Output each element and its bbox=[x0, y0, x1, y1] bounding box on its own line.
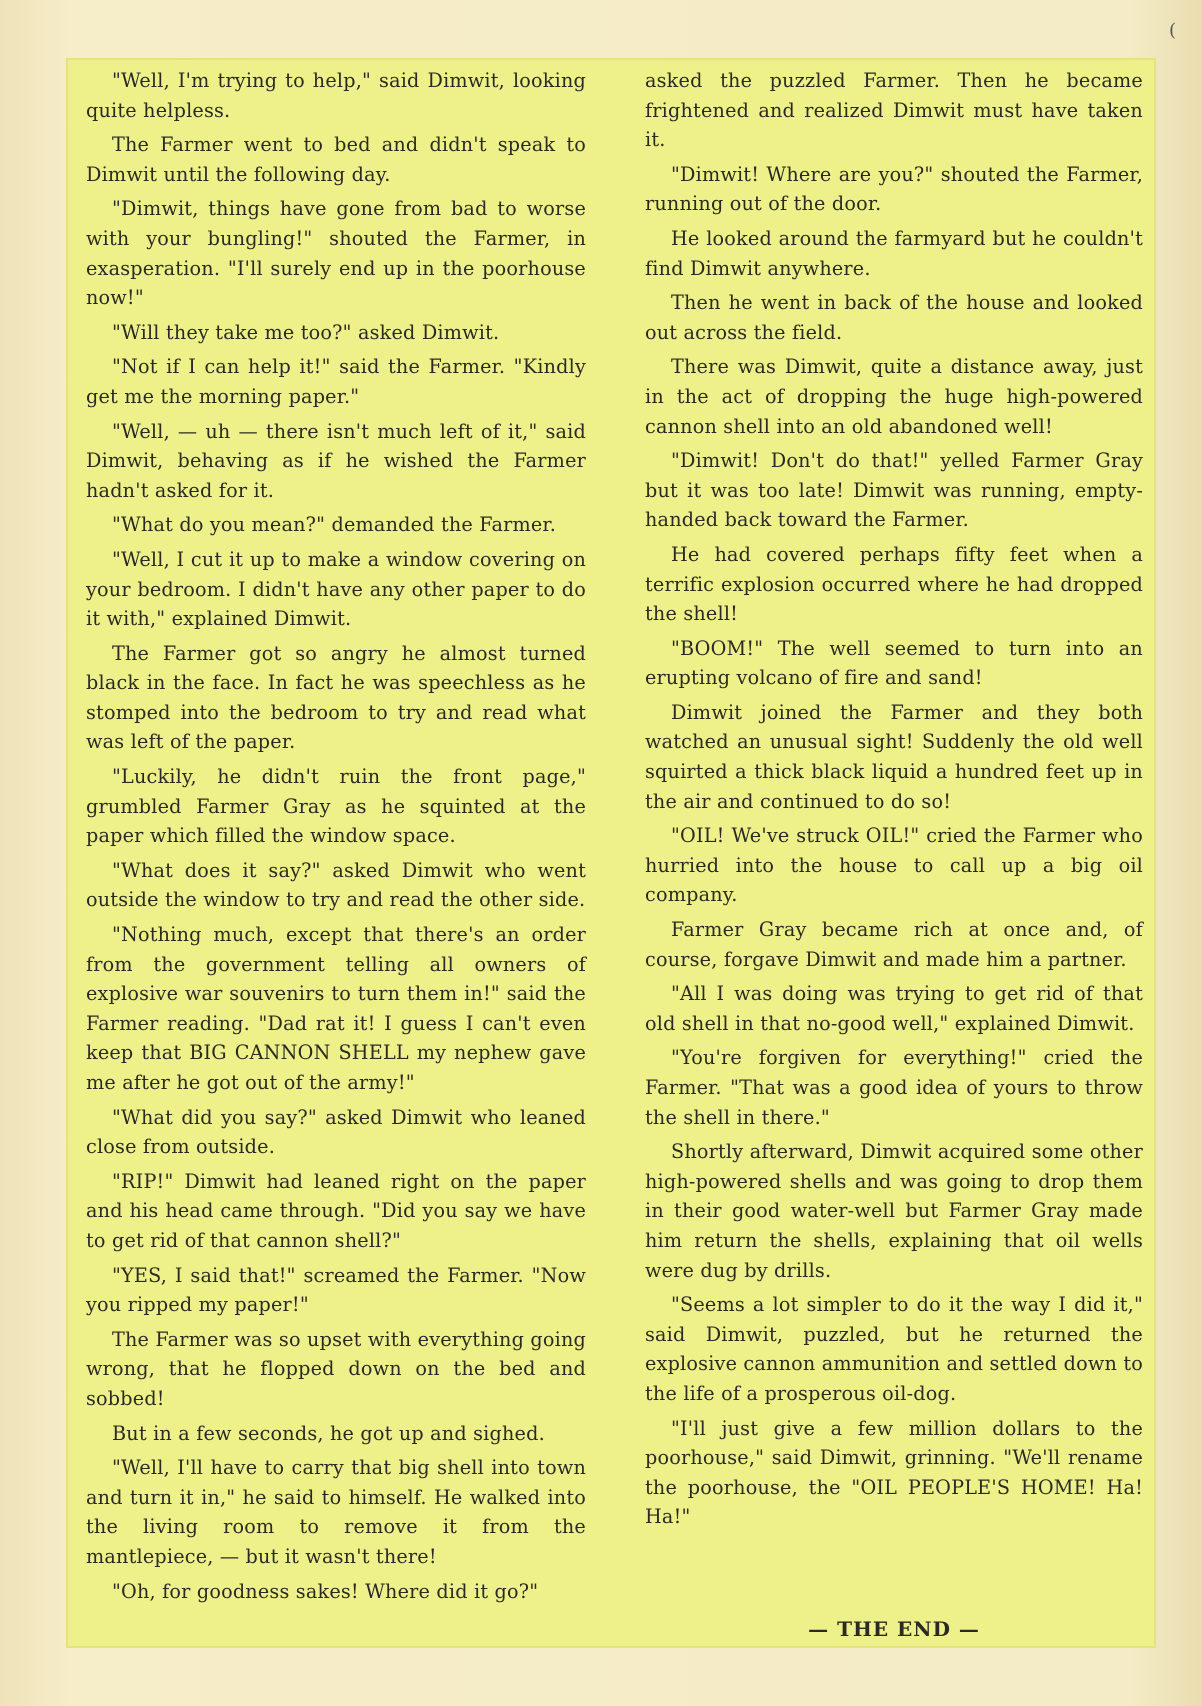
paragraph: "What did you say?" asked Dimwit who leaned close from outside. bbox=[86, 1105, 586, 1159]
paragraph: "You're forgiven for everything!" cried the Farmer. "That was a good idea of yours to throw the shell in there." bbox=[645, 1046, 1143, 1129]
paragraph: "Oh, for goodness sakes! Where did it go?" bbox=[112, 1579, 539, 1603]
paragraph: Shortly afterward, Dimwit acquired some other high-powered shells and was going to drop them in their good water-well but Farmer Gray made him return the shells, explaining that oil wells were dug by drills. bbox=[645, 1140, 1143, 1282]
paragraph: "Well, I'll have to carry that big shell into town and turn it in," he said to himself. He walked into the living room to remove it from the mantlepiece, — but it wasn't there! bbox=[86, 1456, 586, 1568]
paragraph: "Dimwit! Where are you?" shouted the Farmer, running out of the door. bbox=[645, 162, 1143, 216]
paragraph: He looked around the farmyard but he couldn't find Dimwit anywhere. bbox=[645, 226, 1143, 280]
paragraph: Dimwit joined the Farmer and they both watched an unusual sight! Suddenly the old well squirted a thick black liquid a hundred feet up in the air and continued to do so! bbox=[645, 700, 1143, 813]
paragraph: There was Dimwit, quite a distance away, just in the act of dropping the huge high-powered cannon shell into an old abandoned well! bbox=[645, 355, 1143, 438]
paragraph: "Seems a lot simpler to do it the way I did it," said Dimwit, puzzled, but he returned the explosive cannon ammunition and settled down to the life of a prosperous oil-dog. bbox=[645, 1293, 1143, 1405]
paragraph: "Well, I cut it up to make a window covering on your bedroom. I didn't have any other paper to do it with," explained Dimwit. bbox=[86, 547, 586, 631]
paragraph: Then he went in back of the house and looked out across the field. bbox=[645, 291, 1143, 344]
paragraph: He had covered perhaps fifty feet when a terrific explosion occurred where he had dropped the shell! bbox=[645, 542, 1143, 626]
paragraph: The Farmer got so angry he almost turned black in the face. In fact he was speechless as he stomped into the bedroom to try and read what was left of the paper. bbox=[86, 641, 586, 754]
paragraph: Farmer Gray became rich at once and, of course, forgave Dimwit and made him a partner. bbox=[645, 918, 1143, 971]
paragraph: "All I was doing was trying to get rid of that old shell in that no-good well," explained Dimwit. bbox=[645, 982, 1143, 1035]
right-column bbox=[645, 66, 1143, 1537]
paragraph: "Luckily, he didn't ruin the front page," grumbled Farmer Gray as he squinted at the paper which filled the window space. bbox=[86, 765, 586, 848]
paragraph: But in a few seconds, he got up and sighed. bbox=[112, 1421, 545, 1445]
paragraph: "I'll just give a few million dollars to the poorhouse," said Dimwit, grinning. "We'll rename the poorhouse, the "OIL PEOPLE'S HOME! Ha! Ha!" bbox=[645, 1416, 1143, 1529]
paragraph: "Dimwit! Don't do that!" yelled Farmer Gray but it was too late! Dimwit was running, empty-handed back toward the Farmer. bbox=[645, 449, 1143, 532]
paragraph: "Will they take me too?" asked Dimwit. bbox=[112, 320, 500, 344]
paragraph: The Farmer was so upset with everything going wrong, that he flopped down on the bed and sobbed! bbox=[86, 1327, 586, 1410]
the-end-label: — THE END — bbox=[808, 1617, 980, 1641]
paragraph: "BOOM!" The well seemed to turn into an erupting volcano of fire and sand! bbox=[645, 636, 1143, 690]
paragraph: The Farmer went to bed and didn't speak to Dimwit until the following day. bbox=[86, 133, 586, 186]
paragraph: "Nothing much, except that there's an order from the government telling all owners of explosive war souvenirs to turn them in!" said the Farmer reading. "Dad rat it! I guess I can't even keep that BIG CANNON SHELL my nephew gave me after he got out of the army!" bbox=[86, 923, 586, 1094]
paragraph: asked the puzzled Farmer. Then he became frightened and realized Dimwit must have taken it. bbox=[645, 69, 1143, 152]
paragraph: "What do you mean?" demanded the Farmer. bbox=[112, 513, 556, 537]
paragraph: "Well, I'm trying to help," said Dimwit, looking quite helpless. bbox=[86, 69, 586, 122]
corner-mark: ( bbox=[1168, 20, 1176, 41]
paragraph: "What does it say?" asked Dimwit who went outside the window to try and read the other side. bbox=[86, 858, 586, 912]
paragraph: "Not if I can help it!" said the Farmer. "Kindly get me the morning paper." bbox=[86, 355, 586, 408]
paragraph: "YES, I said that!" screamed the Farmer. "Now you ripped my paper!" bbox=[86, 1263, 586, 1317]
left-column bbox=[86, 66, 586, 1611]
paragraph: "Dimwit, things have gone from bad to worse with your bungling!" shouted the Farmer, in exasperation. "I'll surely end up in the poorhouse now!" bbox=[86, 197, 586, 310]
paragraph: "Well, — uh — there isn't much left of it," said Dimwit, behaving as if he wished the Farmer hadn't asked for it. bbox=[86, 419, 586, 502]
paragraph: "RIP!" Dimwit had leaned right on the paper and his head came through. "Did you say we have to get rid of that cannon shell?" bbox=[86, 1169, 586, 1252]
paragraph: "OIL! We've struck OIL!" cried the Farmer who hurried into the house to call up a big oil company. bbox=[645, 824, 1143, 907]
